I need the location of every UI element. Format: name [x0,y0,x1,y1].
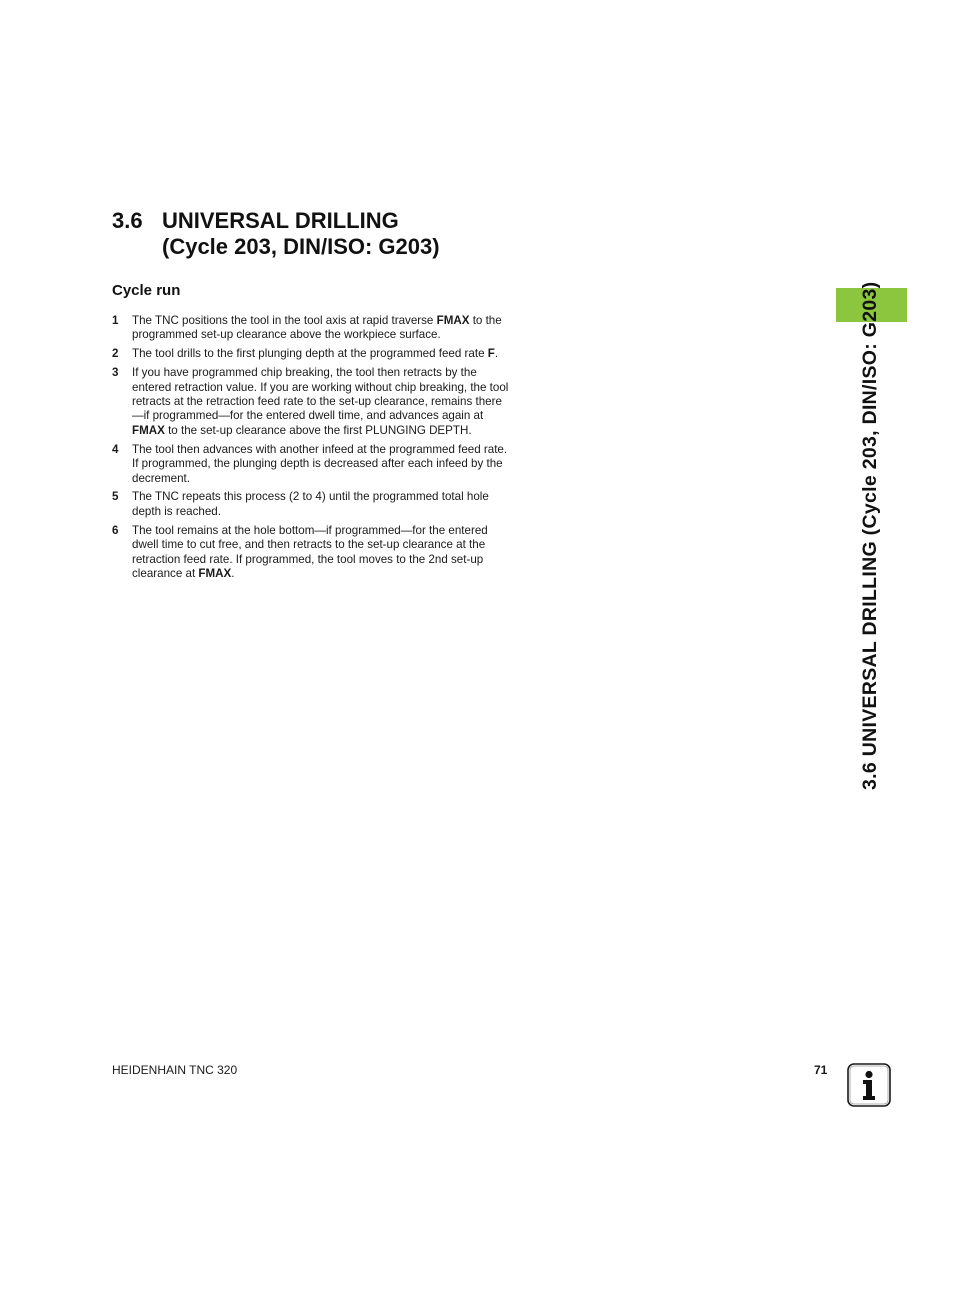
step-text-run: . [231,567,235,580]
step-text [132,347,512,361]
step-keyword: F [487,347,495,361]
page-number: 71 [814,1063,828,1077]
section-title [112,208,440,260]
step-text [132,490,512,519]
section-title-line1: UNIVERSAL DRILLING [162,208,399,233]
step-item [112,314,512,343]
section-number: 3.6 [112,208,143,233]
step-item [112,524,512,582]
step-item [112,443,512,486]
step-text-run: The TNC repeats this process (2 to 4) until the programmed total hole depth is reached. [132,490,489,518]
steps-list [112,314,512,586]
step-text-run: If you have programmed chip breaking, the tool then retracts by the entered retraction value. If you are working without chip breaking, the tool retracts at the retraction feed rate to the set-up clearance, remains there—if programmed—for the entered dwell time, and advances again at [132,366,509,423]
subheading-cycle-run: Cycle run [112,282,181,299]
step-keyword: FMAX [132,423,165,437]
step-text-run: to the set-up clearance above the first PLUNGING DEPTH. [164,423,472,437]
step-keyword: FMAX [436,314,470,327]
step-number: 1 [112,314,119,327]
info-icon [847,1063,891,1107]
step-number: 4 [112,442,119,456]
step-number: 6 [112,523,119,537]
section-title-line2: (Cycle 203, DIN/ISO: G203) [162,234,440,259]
step-text-run: The tool drills to the first plunging depth at the programmed feed rate [132,347,488,361]
step-text-run: to the programmed set-up clearance above the workpiece surface. [132,314,502,342]
step-item [112,347,512,361]
step-text-run: The tool then advances with another infeed at the programmed feed rate. If programmed, the plunging depth is decreased after each infeed by the decrement. [132,442,508,485]
step-text-run: . [494,347,499,361]
side-running-title: 3.6 UNIVERSAL DRILLING (Cycle 203, DIN/ISO: G203) [859,281,881,790]
step-number: 5 [112,490,119,504]
step-text-run: The tool remains at the hole bottom—if programmed—for the entered dwell time to cut free, and then retracts to the set-up clearance at the retraction feed rate. If programmed, the tool moves to the 2nd set-up clearance at [132,523,488,580]
step-keyword: FMAX [198,567,232,580]
step-number: 3 [112,366,119,380]
footer-manual-name: HEIDENHAIN TNC 320 [112,1063,238,1077]
step-text [132,524,512,582]
step-item [112,490,512,519]
step-number: 2 [112,347,119,361]
step-item [112,366,512,438]
step-text [132,314,512,343]
step-text [132,443,512,486]
step-text [132,366,512,438]
step-text-run: The TNC positions the tool in the tool axis at rapid traverse [132,314,437,327]
